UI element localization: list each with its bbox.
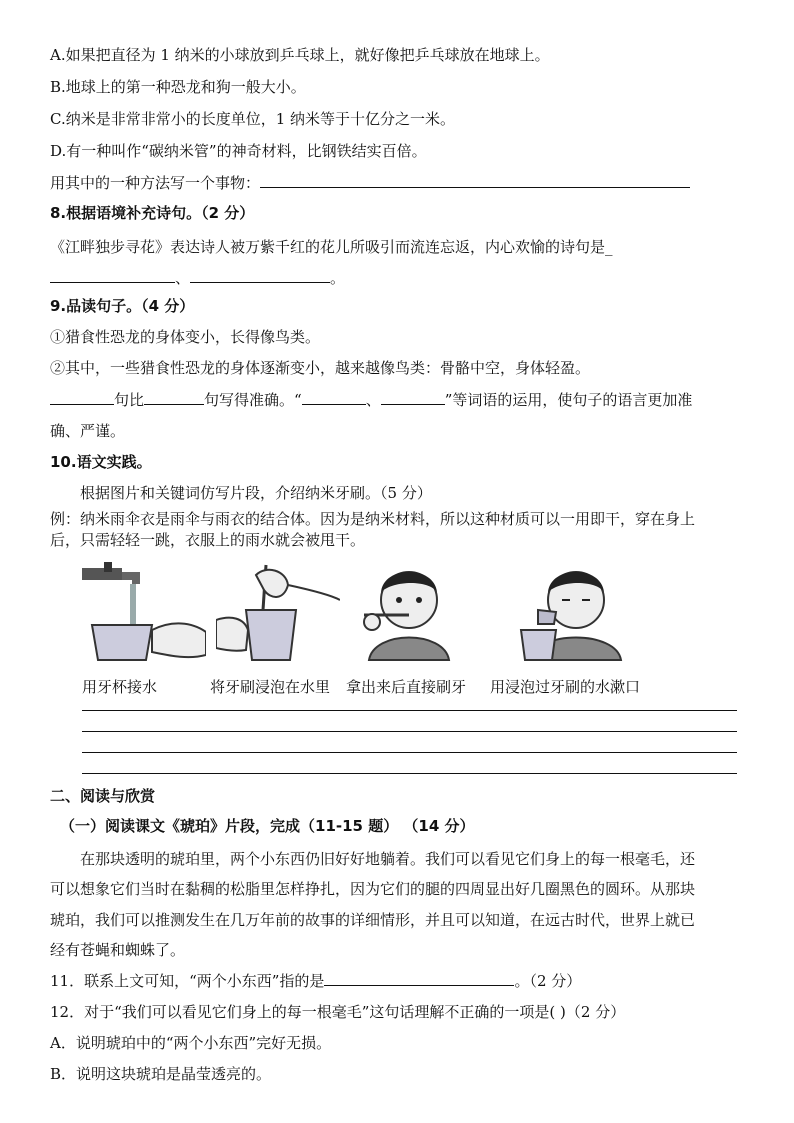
- q11-score: 。（2 分）: [514, 972, 582, 990]
- q9-blank-3[interactable]: [302, 390, 366, 405]
- tap-cup-illustration: [82, 560, 206, 665]
- q8-sep: 、: [175, 269, 191, 287]
- option-d: D.有一种叫作“碳纳米管”的神奇材料，比钢铁结实百倍。: [50, 142, 427, 160]
- answer-line[interactable]: [82, 752, 737, 753]
- q8-blank-1[interactable]: [50, 268, 175, 283]
- caption-2: 将牙刷浸泡在水里: [210, 678, 331, 696]
- section-2-subtitle: （一）阅读课文《琥珀》片段，完成（11-15 题） （14 分）: [60, 817, 475, 835]
- q12-option-a: A．说明琥珀中的“两个小东西”完好无损。: [50, 1034, 332, 1052]
- q11-text: 11．联系上文可知，“两个小东西”指的是: [50, 972, 325, 990]
- q9-part-4: ”等词语的运用，使句子的语言更加准: [444, 391, 693, 409]
- q9-sentence-2: ②其中，一些猎食性恐龙的身体逐渐变小，越来越像鸟类：骨骼中空，身体轻盈。: [50, 359, 591, 377]
- q10-title: 10.语文实践。: [50, 453, 152, 471]
- caption-3: 拿出来后直接刷牙: [346, 678, 467, 696]
- caption-4: 用浸泡过牙刷的水漱口: [490, 678, 641, 696]
- rinse-mouth-illustration: [516, 560, 636, 665]
- q11-line: [50, 971, 581, 991]
- q9-part-3: 、: [365, 391, 381, 409]
- q10-example-1: 例：纳米雨伞衣是雨伞与雨衣的结合体。因为是纳米材料，所以这种材质可以一用即干，穿在身上: [50, 510, 696, 528]
- answer-line[interactable]: [82, 731, 737, 732]
- q9-blank-1[interactable]: [50, 390, 114, 405]
- passage-line-2: 可以想象它们当时在黏稠的松脂里怎样挣扎，因为它们的腿的四周显出好几圈黑色的圆环。从那块: [50, 880, 696, 898]
- brushing-teeth-illustration: [354, 560, 464, 665]
- passage-line-1: 在那块透明的琥珀里，两个小东西仍旧好好地躺着。我们可以看见它们身上的每一根毫毛，还: [80, 850, 696, 868]
- q9-fill-line-2: 确、严谨。: [50, 422, 126, 440]
- q9-blank-2[interactable]: [144, 390, 204, 405]
- option-c: C.纳米是非常非常小的长度单位，1 纳米等于十亿分之一米。: [50, 110, 456, 128]
- q8-text: 《江畔独步寻花》表达诗人被万紫千红的花儿所吸引而流连忘返，内心欢愉的诗句是_: [50, 238, 613, 256]
- answer-line[interactable]: [82, 773, 737, 774]
- q7-prompt: 用其中的一种方法写一个事物：: [50, 174, 261, 192]
- q9-title: 9.品读句子。（4 分）: [50, 297, 195, 315]
- q9-sentence-1: ①猎食性恐龙的身体变小，长得像鸟类。: [50, 328, 321, 346]
- q10-instruction: 根据图片和关键词仿写片段，介绍纳米牙刷。（5 分）: [80, 484, 432, 502]
- q7-answer-blank[interactable]: [260, 173, 690, 188]
- passage-line-3: 琥珀，我们可以推测发生在几万年前的故事的详细情形，并且可以知道，在远古时代，世界上就已: [50, 911, 696, 929]
- q8-blanks-line: [50, 268, 345, 288]
- q11-blank[interactable]: [324, 971, 514, 986]
- answer-line[interactable]: [82, 710, 737, 711]
- soak-toothbrush-illustration: [216, 560, 340, 665]
- q12-question: 12．对于“我们可以看见它们身上的每一根毫毛”这句话理解不正确的一项是( )（2 分）: [50, 1003, 626, 1021]
- option-a: A.如果把直径为 1 纳米的小球放到乒乓球上，就好像把乒乓球放在地球上。: [50, 46, 550, 64]
- q8-blank-2[interactable]: [190, 268, 330, 283]
- q10-example-2: 后，只需轻轻一跳，衣服上的雨水就会被甩干。: [50, 531, 366, 549]
- caption-1: 用牙杯接水: [82, 678, 158, 696]
- q9-part-1: 句比: [114, 391, 145, 409]
- q12-option-b: B．说明这块琥珀是晶莹透亮的。: [50, 1065, 272, 1083]
- q8-end: 。: [330, 269, 346, 287]
- q9-fill-line: [50, 390, 692, 410]
- q8-title: 8.根据语境补充诗句。（2 分）: [50, 204, 255, 222]
- passage-line-4: 经有苍蝇和蜘蛛了。: [50, 941, 186, 959]
- q7-prompt-line: [50, 173, 690, 193]
- q9-part-2: 句写得准确。“: [204, 391, 302, 409]
- q9-blank-4[interactable]: [381, 390, 445, 405]
- section-2-title: 二、阅读与欣赏: [50, 787, 156, 805]
- option-b: B.地球上的第一种恐龙和狗一般大小。: [50, 78, 306, 96]
